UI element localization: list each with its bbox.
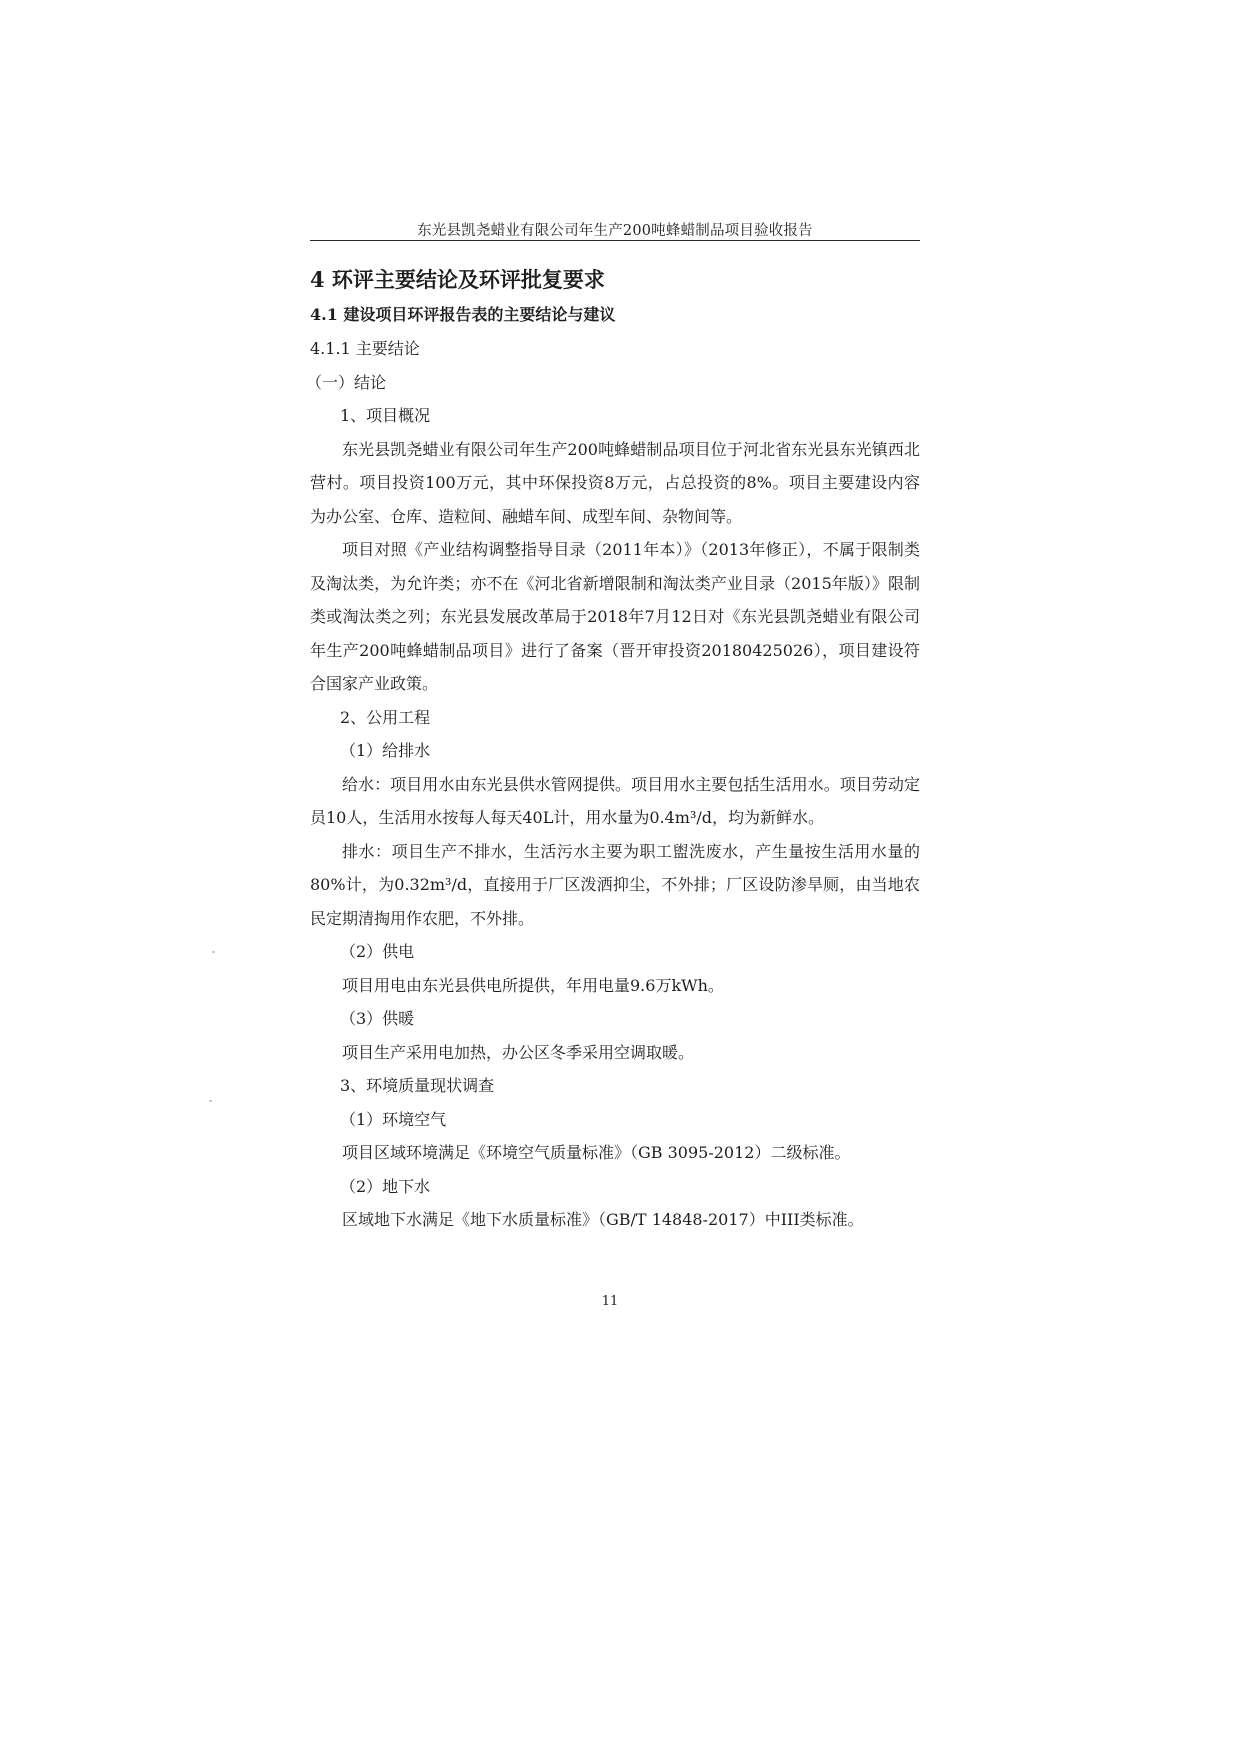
paragraph-water-supply: 给水：项目用水由东光县供水管网提供。项目用水主要包括生活用水。项目劳动定员10人，生活用水按每人每天40L计，用水量为0.4m³/d，均为新鲜水。 [310,774,920,827]
subitem-title-air: （1）环境空气 [340,1109,447,1129]
paragraph-air: 项目区域环境满足《环境空气质量标准》（GB 3095-2012）二级标准。 [342,1143,851,1162]
scan-speck [212,951,215,953]
page-number: 11 [601,1294,619,1309]
subitem-title-groundwater: （2）地下水 [340,1176,431,1196]
item-title-environment-status: 3、环境质量现状调查 [340,1076,495,1095]
subitem-title-heating: （3）供暖 [340,1009,415,1028]
header-rule [310,240,920,241]
item-title-public-works: 2、公用工程 [340,707,431,727]
subsubsection-title: 4.1.1 主要结论 [310,339,420,358]
paragraph-drainage: 排水：项目生产不排水，生活污水主要为职工盥洗废水，产生量按生活用水量的80%计，为0.32m³/d，直接用于厂区泼洒抑尘，不外排；厂区设防渗旱厕，由当地农民定期清掏用作农肥，不外排。 [310,841,920,928]
subitem-title-water: （1）给排水 [340,741,431,760]
part-title: （一）结论 [306,372,387,392]
paragraph-power: 项目用电由东光县供电所提供，年用电量9.6万kWh。 [342,975,724,995]
scan-speck [209,1100,212,1102]
section-title: 4 环评主要结论及环评批复要求 [310,267,605,292]
subitem-title-power: （2）供电 [340,942,415,961]
paragraph-project-overview: 东光县凯尧蜡业有限公司年生产200吨蜂蜡制品项目位于河北省东光县东光镇西北营村。项目投资100万元，其中环保投资8万元，占总投资的8%。项目主要建设内容为办公室、仓库、造粒间、融蜡车间、成型车间、杂物间等。 [310,439,920,526]
page-content [306,262,920,1237]
paragraph-industrial-policy: 项目对照《产业结构调整指导目录（2011年本）》（2013年修正），不属于限制类及淘汰类，为允许类；亦不在《河北省新增限制和淘汰类产业目录（2015年版）》限制类或淘汰类之列；东光县发展改革局于2018年7月12日对《东光县凯尧蜡业有限公司年生产200吨蜂蜡制品项目》进行了备案（晋开审投资20180425026），项目建设符合国家产业政策。 [310,540,920,693]
running-header: 东光县凯尧蜡业有限公司年生产200吨蜂蜡制品项目验收报告 [417,223,813,239]
paragraph-heating: 项目生产采用电加热，办公区冬季采用空调取暖。 [342,1042,695,1062]
item-title-project-overview: 1、项目概况 [340,406,431,425]
paragraph-groundwater: 区域地下水满足《地下水质量标准》（GB/T 14848-2017）中III类标准。 [342,1210,864,1229]
subsection-title: 4.1 建设项目环评报告表的主要结论与建议 [310,305,616,324]
